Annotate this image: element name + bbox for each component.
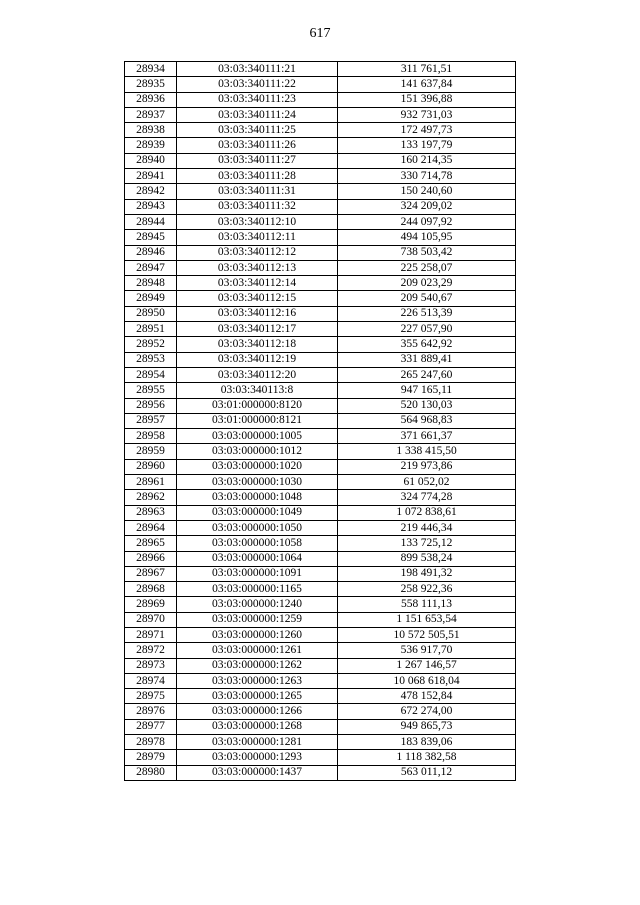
table-row [125,612,516,627]
row-number-cell: 28943 [125,199,177,214]
cadastral-number-cell: 03:03:000000:1012 [177,444,338,459]
table-row [125,627,516,642]
row-number-cell: 28958 [125,429,177,444]
value-cell: 61 052,02 [338,475,516,490]
value-cell: 494 105,95 [338,230,516,245]
table-row [125,306,516,321]
cadastral-number-cell: 03:03:340111:27 [177,153,338,168]
row-number-cell: 28973 [125,658,177,673]
value-cell: 219 446,34 [338,520,516,535]
cadastral-number-cell: 03:03:340112:13 [177,260,338,275]
cadastral-number-cell: 03:03:000000:1064 [177,551,338,566]
table-row [125,92,516,107]
value-cell: 1 338 415,50 [338,444,516,459]
table-row [125,643,516,658]
cadastral-number-cell: 03:03:000000:1058 [177,536,338,551]
table-row [125,673,516,688]
cadastral-number-cell: 03:03:000000:1020 [177,459,338,474]
table-row [125,322,516,337]
table-row [125,490,516,505]
value-cell: 899 538,24 [338,551,516,566]
value-cell: 151 396,88 [338,92,516,107]
row-number-cell: 28955 [125,383,177,398]
cadastral-number-cell: 03:03:000000:1293 [177,750,338,765]
value-cell: 558 111,13 [338,597,516,612]
row-number-cell: 28953 [125,352,177,367]
row-number-cell: 28946 [125,245,177,260]
row-number-cell: 28945 [125,230,177,245]
value-cell: 949 865,73 [338,719,516,734]
table-row [125,429,516,444]
value-cell: 10 068 618,04 [338,673,516,688]
cadastral-number-cell: 03:01:000000:8121 [177,413,338,428]
table-row [125,413,516,428]
table-row [125,551,516,566]
table-row [125,62,516,77]
table-row [125,505,516,520]
value-cell: 1 072 838,61 [338,505,516,520]
cadastral-number-cell: 03:03:000000:1049 [177,505,338,520]
value-cell: 225 258,07 [338,260,516,275]
cadastral-number-cell: 03:03:340112:19 [177,352,338,367]
table-row [125,153,516,168]
row-number-cell: 28936 [125,92,177,107]
row-number-cell: 28968 [125,582,177,597]
cadastral-number-cell: 03:03:340112:12 [177,245,338,260]
row-number-cell: 28961 [125,475,177,490]
value-cell: 198 491,32 [338,566,516,581]
table-row [125,719,516,734]
value-cell: 265 247,60 [338,367,516,382]
value-cell: 324 209,02 [338,199,516,214]
row-number-cell: 28971 [125,627,177,642]
value-cell: 520 130,03 [338,398,516,413]
cadastral-number-cell: 03:03:340111:24 [177,107,338,122]
row-number-cell: 28972 [125,643,177,658]
table-row [125,765,516,780]
table-row [125,475,516,490]
cadastral-number-cell: 03:03:000000:1050 [177,520,338,535]
page-number: 617 [309,26,331,41]
value-cell: 371 661,37 [338,429,516,444]
value-cell: 478 152,84 [338,689,516,704]
cadastral-number-cell: 03:03:340112:15 [177,291,338,306]
row-number-cell: 28950 [125,306,177,321]
table-row [125,169,516,184]
cadastral-number-cell: 03:03:000000:1259 [177,612,338,627]
cadastral-number-cell: 03:03:000000:1263 [177,673,338,688]
cadastral-number-cell: 03:03:340111:26 [177,138,338,153]
row-number-cell: 28956 [125,398,177,413]
row-number-cell: 28966 [125,551,177,566]
table-row [125,337,516,352]
cadastral-number-cell: 03:03:340112:17 [177,322,338,337]
cadastral-number-cell: 03:03:000000:1165 [177,582,338,597]
cadastral-number-cell: 03:03:000000:1030 [177,475,338,490]
cadastral-number-cell: 03:03:340111:28 [177,169,338,184]
row-number-cell: 28960 [125,459,177,474]
cadastral-number-cell: 03:03:340112:11 [177,230,338,245]
row-number-cell: 28937 [125,107,177,122]
table-row [125,107,516,122]
value-cell: 1 151 653,54 [338,612,516,627]
value-cell: 209 540,67 [338,291,516,306]
table-row [125,367,516,382]
table-row [125,735,516,750]
table-row [125,123,516,138]
row-number-cell: 28959 [125,444,177,459]
row-number-cell: 28978 [125,735,177,750]
value-cell: 172 497,73 [338,123,516,138]
value-cell: 160 214,35 [338,153,516,168]
row-number-cell: 28977 [125,719,177,734]
row-number-cell: 28948 [125,276,177,291]
row-number-cell: 28951 [125,322,177,337]
value-cell: 672 274,00 [338,704,516,719]
table-row [125,260,516,275]
value-cell: 10 572 505,51 [338,627,516,642]
table-row [125,597,516,612]
cadastral-number-cell: 03:03:000000:1240 [177,597,338,612]
cadastral-number-cell: 03:03:000000:1260 [177,627,338,642]
table-row [125,276,516,291]
cadastral-number-cell: 03:03:000000:1268 [177,719,338,734]
table-row [125,214,516,229]
cadastral-number-cell: 03:03:000000:1091 [177,566,338,581]
value-cell: 141 637,84 [338,77,516,92]
row-number-cell: 28976 [125,704,177,719]
row-number-cell: 28935 [125,77,177,92]
cadastral-number-cell: 03:03:340113:8 [177,383,338,398]
cadastral-number-cell: 03:03:340111:32 [177,199,338,214]
cadastral-number-cell: 03:03:340111:21 [177,62,338,77]
cadastral-number-cell: 03:03:340112:20 [177,367,338,382]
row-number-cell: 28942 [125,184,177,199]
value-cell: 932 731,03 [338,107,516,122]
value-cell: 150 240,60 [338,184,516,199]
cadastral-number-cell: 03:03:000000:1266 [177,704,338,719]
table-row [125,398,516,413]
value-cell: 226 513,39 [338,306,516,321]
cadastral-number-cell: 03:03:340112:18 [177,337,338,352]
row-number-cell: 28940 [125,153,177,168]
row-number-cell: 28934 [125,62,177,77]
table-row [125,658,516,673]
cadastral-number-cell: 03:03:000000:1048 [177,490,338,505]
cadastral-number-cell: 03:03:340112:14 [177,276,338,291]
table-row [125,184,516,199]
table-row [125,199,516,214]
table-row [125,138,516,153]
row-number-cell: 28980 [125,765,177,780]
row-number-cell: 28947 [125,260,177,275]
row-number-cell: 28967 [125,566,177,581]
value-cell: 331 889,41 [338,352,516,367]
table-body [125,62,516,781]
row-number-cell: 28957 [125,413,177,428]
value-cell: 219 973,86 [338,459,516,474]
value-cell: 209 023,29 [338,276,516,291]
table-row [125,352,516,367]
cadastral-number-cell: 03:03:340111:23 [177,92,338,107]
cadastral-number-cell: 03:03:000000:1261 [177,643,338,658]
table-row [125,291,516,306]
value-cell: 355 642,92 [338,337,516,352]
value-cell: 324 774,28 [338,490,516,505]
value-cell: 536 917,70 [338,643,516,658]
table-row [125,704,516,719]
cadastral-number-cell: 03:03:340112:16 [177,306,338,321]
cadastral-number-cell: 03:03:000000:1281 [177,735,338,750]
cadastral-number-cell: 03:03:000000:1265 [177,689,338,704]
row-number-cell: 28962 [125,490,177,505]
cadastral-number-cell: 03:03:340111:22 [177,77,338,92]
cadastral-number-cell: 03:03:340111:31 [177,184,338,199]
value-cell: 133 725,12 [338,536,516,551]
row-number-cell: 28970 [125,612,177,627]
table-row [125,750,516,765]
value-cell: 183 839,06 [338,735,516,750]
value-cell: 311 761,51 [338,62,516,77]
cadastral-number-cell: 03:03:340112:10 [177,214,338,229]
cadastral-number-cell: 03:03:000000:1005 [177,429,338,444]
value-cell: 1 118 382,58 [338,750,516,765]
row-number-cell: 28969 [125,597,177,612]
cadastral-number-cell: 03:03:000000:1262 [177,658,338,673]
value-cell: 244 097,92 [338,214,516,229]
row-number-cell: 28974 [125,673,177,688]
row-number-cell: 28975 [125,689,177,704]
cadastral-number-cell: 03:03:000000:1437 [177,765,338,780]
value-cell: 564 968,83 [338,413,516,428]
table-row [125,689,516,704]
table-row [125,459,516,474]
value-cell: 227 057,90 [338,322,516,337]
row-number-cell: 28938 [125,123,177,138]
value-cell: 1 267 146,57 [338,658,516,673]
table-row [125,77,516,92]
data-table [124,61,516,781]
row-number-cell: 28944 [125,214,177,229]
table-row [125,383,516,398]
value-cell: 330 714,78 [338,169,516,184]
table-row [125,245,516,260]
row-number-cell: 28979 [125,750,177,765]
table-row [125,520,516,535]
row-number-cell: 28941 [125,169,177,184]
table-row [125,230,516,245]
cadastral-number-cell: 03:01:000000:8120 [177,398,338,413]
table-row [125,582,516,597]
value-cell: 563 011,12 [338,765,516,780]
row-number-cell: 28952 [125,337,177,352]
row-number-cell: 28949 [125,291,177,306]
row-number-cell: 28963 [125,505,177,520]
table-row [125,444,516,459]
row-number-cell: 28965 [125,536,177,551]
table-row [125,566,516,581]
table-row [125,536,516,551]
row-number-cell: 28939 [125,138,177,153]
row-number-cell: 28964 [125,520,177,535]
row-number-cell: 28954 [125,367,177,382]
cadastral-number-cell: 03:03:340111:25 [177,123,338,138]
value-cell: 258 922,36 [338,582,516,597]
value-cell: 947 165,11 [338,383,516,398]
value-cell: 133 197,79 [338,138,516,153]
value-cell: 738 503,42 [338,245,516,260]
